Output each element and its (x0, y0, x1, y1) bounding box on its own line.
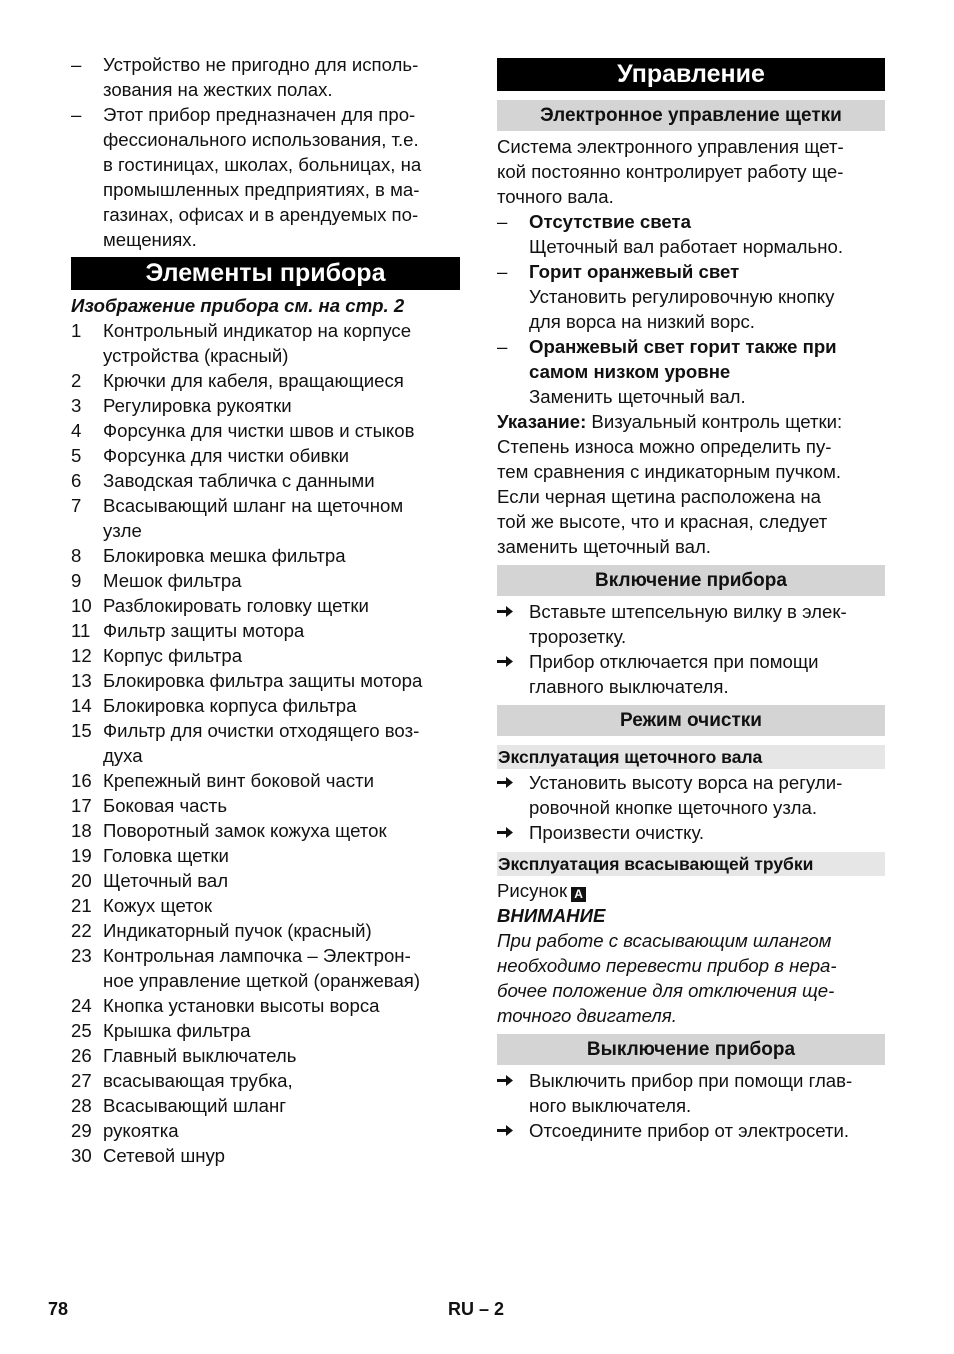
list-item (497, 770, 885, 820)
state-label: Горит оранжевый свет (529, 261, 740, 282)
parts-list-item (71, 318, 460, 368)
warning-title: ВНИМАНИЕ (497, 905, 606, 926)
parts-list-item (71, 668, 460, 693)
parts-list-item (71, 1043, 460, 1068)
part-number: 19 (71, 845, 92, 866)
part-number: 14 (71, 695, 92, 716)
part-label: Фильтр защиты мотора (103, 620, 305, 641)
part-number: 30 (71, 1145, 92, 1166)
part-number: 12 (71, 645, 92, 666)
left-column (71, 52, 460, 1168)
switch-on-steps (497, 599, 885, 699)
part-number: 6 (71, 470, 82, 491)
parts-list-item (71, 893, 460, 918)
part-number: 16 (71, 770, 92, 791)
parts-list-item (71, 1018, 460, 1043)
section-heading-operation: Управление (497, 58, 885, 91)
parts-list-item (71, 918, 460, 943)
parts-list-item (71, 818, 460, 843)
arrow-right-icon (497, 1068, 529, 1118)
figure-line (497, 878, 885, 903)
state-text: Щеточный вал работает нормально. (529, 236, 843, 257)
part-number: 5 (71, 445, 82, 466)
part-label: Фильтр для очистки отходящего воз- духа (103, 720, 420, 766)
part-label: рукоятка (103, 1120, 179, 1141)
step-text: Отсоедините прибор от электросети. (529, 1120, 850, 1141)
state-text: Заменить щеточный вал. (529, 386, 746, 407)
parts-list-item (71, 868, 460, 893)
part-number: 25 (71, 1020, 92, 1041)
part-label: Сетевой шнур (103, 1145, 225, 1166)
arrow-right-icon (497, 599, 529, 649)
state-label: Оранжевый свет горит также при самом низком уровне (529, 336, 837, 382)
figure-reference: Изображение прибора см. на стр. 2 (71, 295, 405, 316)
parts-list-item (71, 693, 460, 718)
note-text: Визуальный контроль щетки: Степень износа можно определить пу- тем сравнения с индикаторным пучком. Если черная щетина расположена на той же высоте, что и красная, следует заменить щеточный вал. (497, 411, 843, 557)
parts-list-item (71, 368, 460, 393)
parts-list-item (71, 543, 460, 568)
part-label: Крышка фильтра (103, 1020, 251, 1041)
subsection-heading-switch-on: Включение прибора (497, 565, 885, 596)
part-label: Крепежный винт боковой части (103, 770, 375, 791)
parts-list-item (71, 643, 460, 668)
parts-list-item (71, 1068, 460, 1093)
dash-marker: – (71, 54, 82, 75)
part-label: Кнопка установки высоты ворса (103, 995, 380, 1016)
dash-marker: – (497, 336, 508, 357)
part-number: 2 (71, 370, 82, 391)
part-number: 11 (71, 620, 91, 641)
parts-list-item (71, 768, 460, 793)
part-number: 27 (71, 1070, 92, 1091)
parts-list-item (71, 793, 460, 818)
parts-list-item (71, 468, 460, 493)
figure-letter-icon: A (571, 887, 586, 902)
part-label: Блокировка фильтра защиты мотора (103, 670, 423, 691)
list-item (497, 209, 885, 259)
part-label: Индикаторный пучок (красный) (103, 920, 372, 941)
parts-list-item (71, 1118, 460, 1143)
step-text: Произвести очистку. (529, 822, 705, 843)
figure-label: Рисунок (497, 880, 568, 901)
part-number: 22 (71, 920, 92, 941)
part-label: Боковая часть (103, 795, 228, 816)
state-label: Отсутствие света (529, 211, 691, 232)
part-label: Мешок фильтра (103, 570, 242, 591)
arrow-right-icon (497, 820, 529, 846)
dash-marker: – (71, 104, 82, 125)
part-number: 4 (71, 420, 82, 441)
step-text: Выключить прибор при помощи глав- ного выключателя. (529, 1070, 853, 1116)
parts-list-item (71, 443, 460, 468)
part-label: Главный выключатель (103, 1045, 297, 1066)
parts-list-item (71, 593, 460, 618)
parts-list-item (71, 418, 460, 443)
part-label: Корпус фильтра (103, 645, 243, 666)
right-column (497, 52, 885, 1144)
part-label: Блокировка мешка фильтра (103, 545, 346, 566)
dash-marker: – (497, 261, 508, 282)
parts-list-item (71, 993, 460, 1018)
part-number: 28 (71, 1095, 92, 1116)
part-label: Щеточный вал (103, 870, 229, 891)
list-item-text: Этот прибор предназначен для про- фессионального использования, т.е. в гостиницах, школах, больницах, на промышленных предприятиях, в ма- газинах, офисах и в арендуемых по- мещениях. (103, 104, 422, 250)
part-label: Заводская табличка с данными (103, 470, 375, 491)
part-label: Всасывающий шланг на щеточном узле (103, 495, 404, 541)
step-text: Вставьте штепсельную вилку в элек- тророзетку. (529, 601, 847, 647)
part-label: Блокировка корпуса фильтра (103, 695, 357, 716)
part-label: Кожух щеток (103, 895, 212, 916)
parts-list (71, 318, 460, 1168)
part-number: 23 (71, 945, 92, 966)
brush-steps (497, 770, 885, 846)
note-paragraph (497, 409, 885, 559)
list-item (497, 1118, 885, 1144)
parts-list-item (71, 718, 460, 768)
parts-list-item (71, 568, 460, 593)
part-label: Форсунка для чистки швов и стыков (103, 420, 415, 441)
part-number: 1 (71, 320, 82, 341)
part-label: Контрольная лампочка – Электрон- ное управление щеткой (оранжевая) (103, 945, 421, 991)
dash-marker: – (497, 211, 508, 232)
part-label: Регулировка рукоятки (103, 395, 292, 416)
part-label: всасывающая трубка, (103, 1070, 293, 1091)
note-label: Указание: (497, 411, 587, 432)
step-text: Прибор отключается при помощи главного выключателя. (529, 651, 819, 697)
list-item (497, 820, 885, 846)
part-number: 13 (71, 670, 92, 691)
sub-subsection-heading-tube: Эксплуатация всасывающей трубки (497, 852, 885, 876)
subsection-heading-electronic-control: Электронное управление щетки (497, 100, 885, 131)
list-item (497, 599, 885, 649)
part-label: Разблокировать головку щетки (103, 595, 369, 616)
part-number: 18 (71, 820, 92, 841)
page-number: 78 (48, 1299, 69, 1319)
list-item (71, 102, 460, 252)
list-item (71, 52, 460, 102)
footer-section: RU – 2 (448, 1299, 505, 1319)
switch-off-steps (497, 1068, 885, 1144)
list-item (497, 1068, 885, 1118)
part-label: Поворотный замок кожуха щеток (103, 820, 387, 841)
part-number: 17 (71, 795, 92, 816)
subsection-heading-cleaning: Режим очистки (497, 705, 885, 736)
part-number: 20 (71, 870, 92, 891)
sub-subsection-heading-brush: Эксплуатация щеточного вала (497, 745, 885, 769)
part-number: 7 (71, 495, 82, 516)
part-label: Крючки для кабеля, вращающиеся (103, 370, 404, 391)
list-item (497, 649, 885, 699)
part-number: 29 (71, 1120, 92, 1141)
part-number: 8 (71, 545, 82, 566)
parts-list-item (71, 843, 460, 868)
arrow-right-icon (497, 649, 529, 699)
parts-list-item (71, 1143, 460, 1168)
part-label: Всасывающий шланг (103, 1095, 287, 1116)
parts-list-item (71, 393, 460, 418)
state-text: Установить регулировочную кнопку для ворса на низкий ворс. (529, 286, 835, 332)
part-label: Контрольный индикатор на корпусе устройства (красный) (103, 320, 412, 366)
part-number: 10 (71, 595, 92, 616)
list-item (497, 334, 885, 409)
parts-list-item (71, 943, 460, 993)
part-number: 26 (71, 1045, 92, 1066)
part-number: 3 (71, 395, 82, 416)
part-number: 21 (71, 895, 92, 916)
list-item-text: Устройство не пригодно для исполь- зования на жестких полах. (103, 54, 419, 100)
parts-list-item (71, 1093, 460, 1118)
section-heading-elements: Элементы прибора (71, 257, 460, 290)
part-number: 24 (71, 995, 92, 1016)
parts-list-item (71, 618, 460, 643)
warning-text: При работе с всасывающим шлангом необходимо перевести прибор в нера- бочее положение для отключения ще- точного двигателя. (497, 930, 837, 1026)
part-label: Головка щетки (103, 845, 229, 866)
step-text: Установить высоту ворса на регули- ровочной кнопке щеточного узла. (529, 772, 843, 818)
part-number: 15 (71, 720, 92, 741)
arrow-right-icon (497, 770, 529, 820)
arrow-right-icon (497, 1118, 529, 1144)
parts-list-item (71, 493, 460, 543)
list-item (497, 259, 885, 334)
part-number: 9 (71, 570, 82, 591)
electronic-control-intro: Система электронного управления щет- кой постоянно контролирует работу ще- точного вала. (497, 136, 844, 207)
subsection-heading-switch-off: Выключение прибора (497, 1034, 885, 1065)
part-label: Форсунка для чистки обивки (103, 445, 350, 466)
